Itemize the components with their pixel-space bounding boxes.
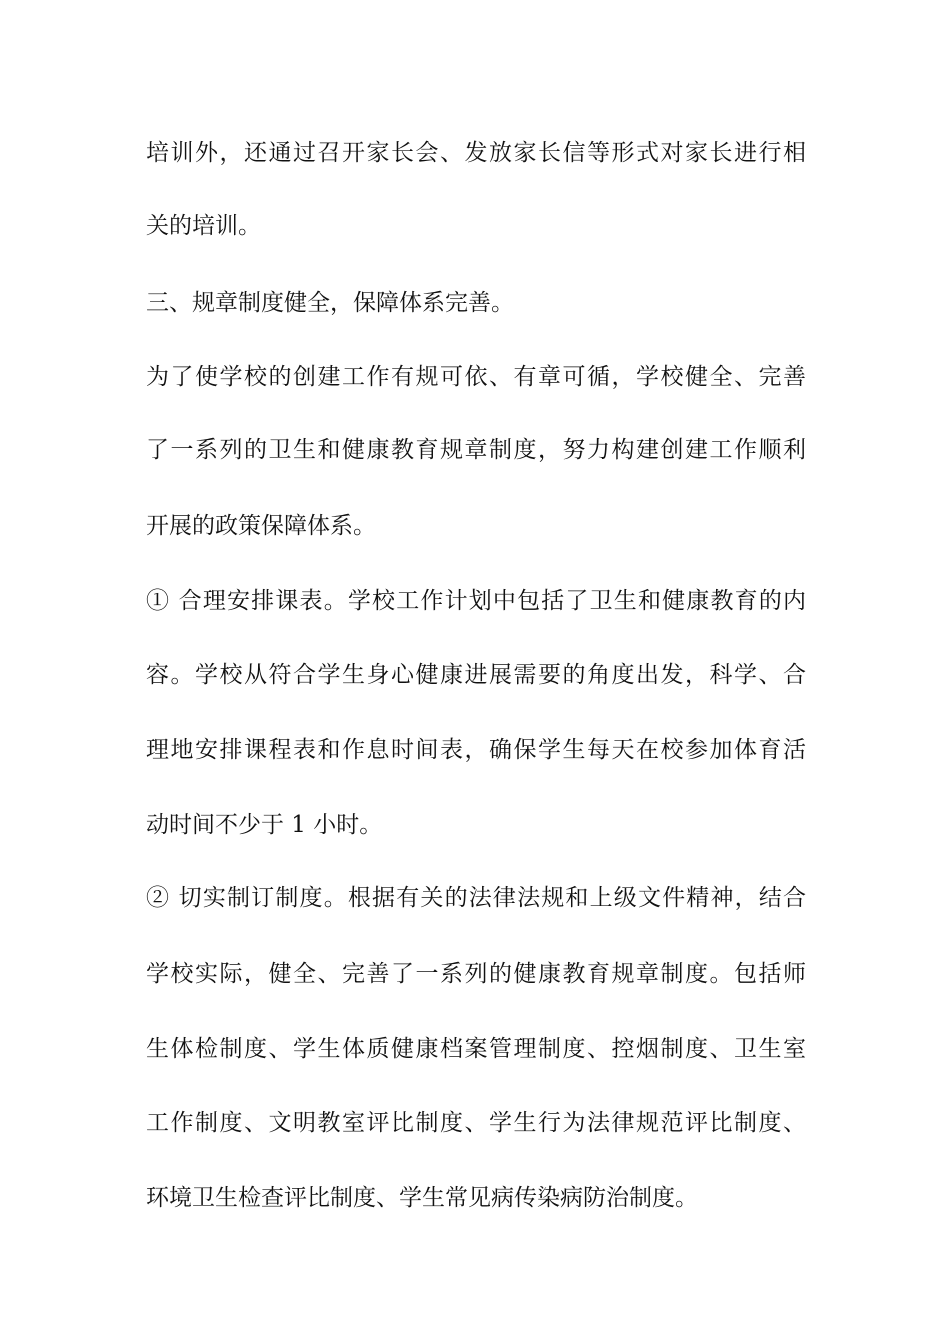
text-line: 环境卫生检查评比制度、学生常见病传染病防治制度。 xyxy=(146,1185,698,1211)
text-line: ② 切实制订制度。根据有关的法律法规和上级文件精神，结合 xyxy=(146,885,806,911)
text-line: 理地安排课程表和作息时间表，确保学生每天在校参加体育活 xyxy=(146,737,806,763)
text-line: 容。学校从符合学生身心健康进展需要的角度出发，科学、合 xyxy=(146,662,806,688)
text-line: 生体检制度、学生体质健康档案管理制度、控烟制度、卫生室 xyxy=(146,1036,806,1062)
text-line: 工作制度、文明教室评比制度、学生行为法律规范评比制度、 xyxy=(146,1110,806,1136)
text-line: 了一系列的卫生和健康教育规章制度，努力构建创建工作顺利 xyxy=(146,437,806,463)
text-line: 学校实际，健全、完善了一系列的健康教育规章制度。包括师 xyxy=(146,961,806,987)
text-line: 动时间不少于 1 小时。 xyxy=(146,812,383,838)
text-line: 关的培训。 xyxy=(146,213,261,239)
text-line: 开展的政策保障体系。 xyxy=(146,513,376,539)
text-line: 为了使学校的创建工作有规可依、有章可循，学校健全、完善 xyxy=(146,364,806,390)
section-heading: 三、规章制度健全，保障体系完善。 xyxy=(146,290,514,316)
text-line: ① 合理安排课表。学校工作计划中包括了卫生和健康教育的内 xyxy=(146,588,806,614)
text-line: 培训外，还通过召开家长会、发放家长信等形式对家长进行相 xyxy=(146,140,806,166)
